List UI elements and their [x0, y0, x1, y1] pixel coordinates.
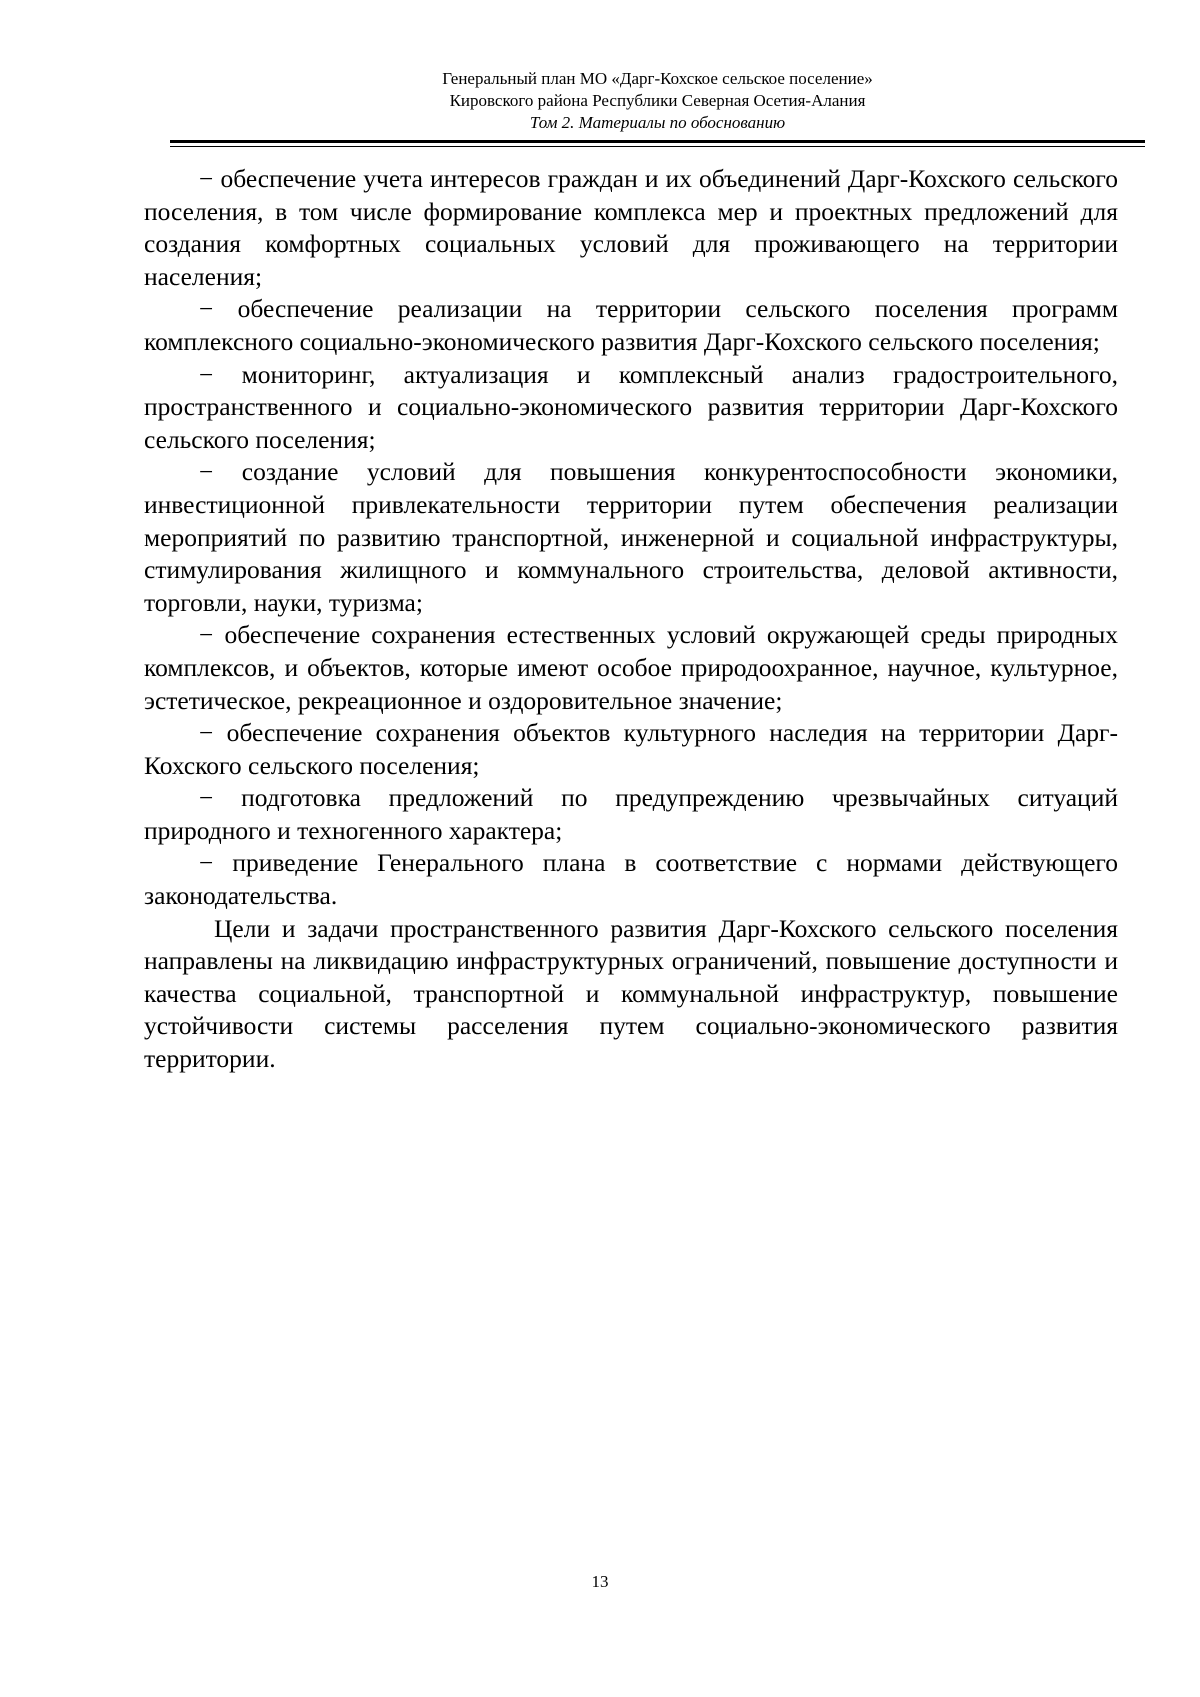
- paragraph: − обеспечение сохранения естественных условий окружающей среды природных комплексов, и объектов, которые имеют особое природоохранное, научное, культурное, эстетическое, рекреационное и оздоровительное значение;: [144, 620, 1118, 715]
- header-title: Генеральный план МО «Дарг-Кохское сельское поселение»: [442, 69, 873, 88]
- page-number: 13: [591, 1572, 609, 1591]
- body-text: [144, 163, 1118, 1076]
- header-subtitle: Кировского района Республики Северная Осетия-Алания: [449, 91, 866, 110]
- paragraph: − обеспечение реализации на территории сельского поселения программ комплексного социально-экономического развития Дарг-Кохского сельского поселения;: [144, 294, 1118, 356]
- page-header: [170, 68, 1145, 134]
- paragraph: − обеспечение сохранения объектов культурного наследия на территории Дарг-Кохского сельского поселения;: [144, 718, 1118, 780]
- header-rule-thin: [170, 146, 1145, 147]
- paragraph: − приведение Генерального плана в соответствие с нормами действующего законодательства.: [144, 848, 1118, 911]
- paragraph: Цели и задачи пространственного развития Дарг-Кохского сельского поселения направлены на ликвидацию инфраструктурных ограничений, повышение доступности и качества социальной, транспортной и коммунальной инфраструктур, повышение устойчивости системы расселения путем социально-экономического развития территории.: [144, 913, 1118, 1074]
- paragraph: − создание условий для повышения конкурентоспособности экономики, инвестиционной привлекательности территории путем обеспечения реализации мероприятий по развитию транспортной, инженерной и социальной инфраструктуры, стимулирования жилищного и коммунального строительства, деловой активности, торговли, науки, туризма;: [144, 457, 1118, 617]
- header-rule-thick: [170, 140, 1145, 143]
- header-volume: Том 2. Материалы по обоснованию: [529, 113, 786, 132]
- paragraph: − мониторинг, актуализация и комплексный анализ градостроительного, пространственного и социально-экономического развития территории Дарг-Кохского сельского поселения;: [144, 359, 1118, 454]
- paragraph: − обеспечение учета интересов граждан и их объединений Дарг-Кохского сельского поселения, в том числе формирование комплекса мер и проектных предложений для создания комфортных социальных условий для проживающего на территории населения;: [144, 164, 1118, 291]
- paragraph: − подготовка предложений по предупреждению чрезвычайных ситуаций природного и техногенного характера;: [144, 783, 1118, 845]
